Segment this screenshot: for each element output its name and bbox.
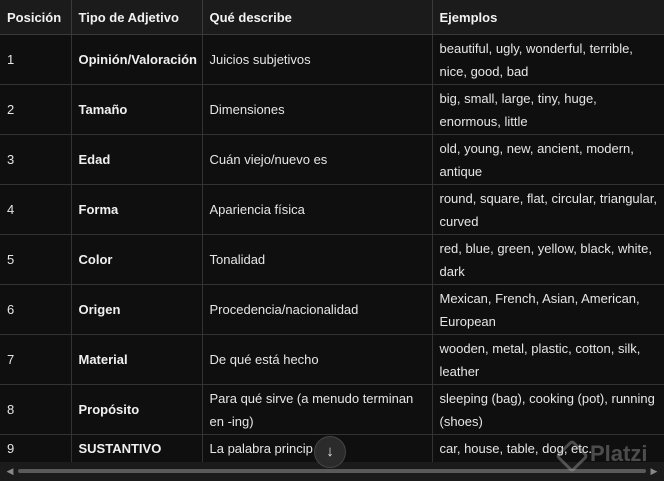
cell-describes: Juicios subjetivos [202, 35, 432, 85]
platzi-logo-icon [555, 439, 589, 473]
header-examples: Ejemplos [432, 0, 664, 35]
cell-position: 3 [0, 135, 71, 185]
table-row [0, 385, 664, 435]
scrollbar-thumb[interactable] [18, 469, 646, 473]
watermark-text: Platzi [590, 441, 648, 466]
cell-adjective-type: Opinión/Valoración [71, 35, 202, 85]
cell-position: 4 [0, 185, 71, 235]
cell-position: 1 [0, 35, 71, 85]
cell-examples: beautiful, ugly, wonderful, terrible, nice, good, bad [432, 35, 664, 85]
cell-examples: big, small, large, tiny, huge, enormous, little [432, 85, 664, 135]
cell-examples: sleeping (bag), cooking (pot), running (shoes) [432, 385, 664, 435]
cell-describes: La palabra princip [202, 435, 432, 465]
cell-examples: Mexican, French, Asian, American, European [432, 285, 664, 335]
arrow-down-icon: ↓ [326, 443, 334, 460]
table-row [0, 185, 664, 235]
cell-adjective-type: SUSTANTIVO [71, 435, 202, 465]
cell-adjective-type: Color [71, 235, 202, 285]
cell-adjective-type: Material [71, 335, 202, 385]
cell-position: 6 [0, 285, 71, 335]
cell-adjective-type: Tamaño [71, 85, 202, 135]
cell-position: 9 [0, 435, 71, 465]
table-row [0, 285, 664, 335]
cell-describes: Procedencia/nacionalidad [202, 285, 432, 335]
header-position: Posición [0, 0, 71, 35]
cell-describes: Tonalidad [202, 235, 432, 285]
cell-adjective-type: Propósito [71, 385, 202, 435]
scroll-right-icon[interactable]: ▶ [650, 466, 658, 476]
scroll-left-icon[interactable]: ◀ [6, 466, 14, 476]
cell-adjective-type: Origen [71, 285, 202, 335]
header-describes: Qué describe [202, 0, 432, 35]
cell-adjective-type: Edad [71, 135, 202, 185]
cell-describes: Cuán viejo/nuevo es [202, 135, 432, 185]
table-row [0, 235, 664, 285]
table-row [0, 335, 664, 385]
cell-examples: round, square, flat, circular, triangular, curved [432, 185, 664, 235]
cell-position: 5 [0, 235, 71, 285]
cell-examples: car, house, table, dog, etc. [432, 435, 664, 465]
cell-position: 2 [0, 85, 71, 135]
cell-position: 8 [0, 385, 71, 435]
cell-describes: De qué está hecho [202, 335, 432, 385]
cell-describes: Dimensiones [202, 85, 432, 135]
cell-examples: red, blue, green, yellow, black, white, dark [432, 235, 664, 285]
table-row [0, 135, 664, 185]
table-row [0, 85, 664, 135]
cell-adjective-type: Forma [71, 185, 202, 235]
cell-examples: wooden, metal, plastic, cotton, silk, leather [432, 335, 664, 385]
table-header-row [0, 0, 664, 35]
cell-describes: Apariencia física [202, 185, 432, 235]
table-row [0, 35, 664, 85]
scroll-to-bottom-button[interactable] [314, 436, 346, 468]
cell-describes: Para qué sirve (a menudo terminan en -ing) [202, 385, 432, 435]
cell-examples: old, young, new, ancient, modern, antique [432, 135, 664, 185]
header-adjective-type: Tipo de Adjetivo [71, 0, 202, 35]
cell-position: 7 [0, 335, 71, 385]
platzi-watermark [560, 439, 664, 469]
